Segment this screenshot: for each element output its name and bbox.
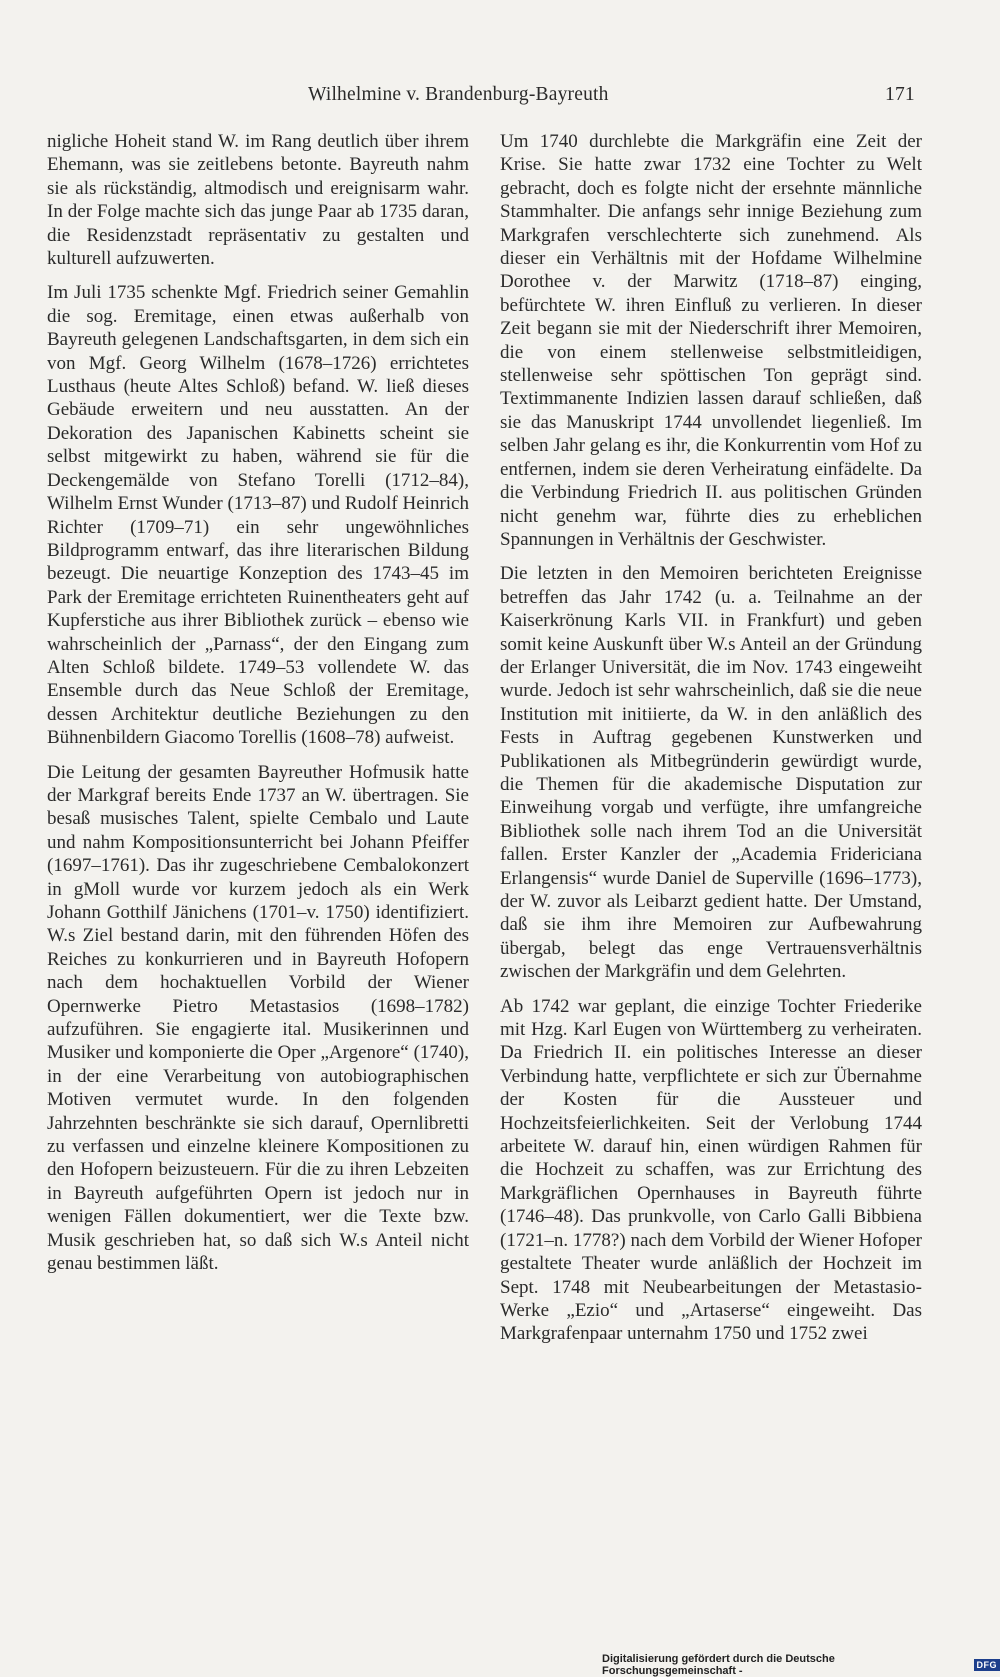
paragraph: Im Juli 1735 schenkte Mgf. Friedrich seiner Gemahlin die sog. Eremitage, einen etwas außerhalb von Bayreuth gelegenen Landschaftsgarten, in dem sich ein von Mgf. Georg Wilhelm (1678–1726) errichtetes Lusthaus (heute Altes Schloß) befand. W. ließ dieses Gebäude erweitern und neu ausstatten. An der Dekoration des Japanischen Kabinetts scheint sie selbst mitgewirkt zu haben, während sie für die Deckengemälde von Stefano Torelli (1712–84), Wilhelm Ernst Wunder (1713–87) und Rudolf Heinrich Richter (1709–71) ein sehr ungewöhnliches Bildprogramm entwarf, das ihre literarischen Bildung bezeugt. Die neuartige Konzeption des 1743–45 im Park der Eremitage errichteten Ruinentheaters geht auf Kupferstiche aus ihrer Bibliothek zurück – ebenso wie wahrscheinlich der „Parnass“, der den Eingang zum Alten Schloß bildete. 1749–53 vollendete W. das Ensemble durch das Neue Schloß der Eremitage, dessen Architektur deutliche Beziehungen zu den Bühnenbildern Giacomo Torellis (1608–78) aufweist. <box>47 281 469 749</box>
paragraph: Die letzten in den Memoiren berichteten Ereignisse betreffen das Jahr 1742 (u. a. Teilnahme an der Kaiserkrönung Karls VII. in Frankfurt) und geben somit keine Auskunft über W.s Anteil an der Gründung der Erlanger Universität, die im Nov. 1743 eingeweiht wurde. Jedoch ist sehr wahrscheinlich, daß sie die neue Institution mit initiierte, da W. in den anläßlich des Fests in Auftrag gegebenen Kunstwerken und Publikationen als Mitbegründerin gewürdigt wurde, die Themen für die akademische Disputation zur Einweihung vorgab und verfügte, ihre umfangreiche Bibliothek solle nach ihrem Tod an die Universität fallen. Erster Kanzler der „Academia Fridericiana Erlangensis“ wurde Daniel de Superville (1696–1773), der W. zuvor als Leibarzt gedient hatte. Der Umstand, daß sie ihm ihre Memoiren zur Aufbewahrung übergab, belegt das enge Vertrauensverhältnis zwischen der Markgräfin und dem Gelehrten. <box>500 562 922 983</box>
digitization-credit <box>602 1653 1000 1677</box>
paragraph: nigliche Hoheit stand W. im Rang deutlich über ihrem Ehemann, was sie zeitlebens betonte. Bayreuth nahm sie als rückständig, altmodisch und ereignisarm wahr. In der Folge machte sich das junge Paar ab 1735 daran, die Residenzstadt repräsentativ zu gestalten und kulturell aufzuwerten. <box>47 130 469 270</box>
dfg-logo: DFG <box>974 1659 1000 1671</box>
paragraph: Um 1740 durchlebte die Markgräfin eine Zeit der Krise. Sie hatte zwar 1732 eine Tochter zu Welt gebracht, doch es folgte nicht der ersehnte männliche Stammhalter. Die anfangs sehr innige Beziehung zum Markgrafen verschlechterte sich zunehmend. Als dieser ein Verhältnis mit der Hofdame Wilhelmine Dorothee v. der Marwitz (1718–87) einging, befürchtete W. ihren Einfluß zu verlieren. In dieser Zeit begann sie mit der Niederschrift ihrer Memoiren, die von einem stellenweise selbstmitleidigen, stellenweise sehr spöttischen Ton geprägt sind. Textimmanente Indizien lassen darauf schließen, daß sie das Manuskript 1744 unvollendet liegenließ. Im selben Jahr gelang es ihr, die Konkurrentin vom Hof zu entfernen, indem sie deren Verheiratung einfädelte. Da die Verbindung Friedrich II. aus politischen Gründen nicht genehm war, führte dies zu erheblichen Spannungen in Verhältnis der Geschwister. <box>500 130 922 551</box>
paragraph: Ab 1742 war geplant, die einzige Tochter Friederike mit Hzg. Karl Eugen von Württemberg zu verheiraten. Da Friedrich II. ein politisches Interesse an dieser Verbindung hatte, verpflichtete er sich zur Übernahme der Kosten für die Aussteuer und Hochzeitsfeierlichkeiten. Seit der Verlobung 1744 arbeitete W. darauf hin, einen würdigen Rahmen für die Hochzeit zu schaffen, was zur Errichtung des Markgräflichen Opernhauses in Bayreuth führte (1746–48). Das prunkvolle, von Carlo Galli Bibbiena (1721–n. 1778?) nach dem Vorbild der Wiener Hofoper gestaltete Theater wurde anläßlich der Hochzeit im Sept. 1748 mit Neubearbeitungen der Metastasio-Werke „Ezio“ und „Artaserse“ eingeweiht. Das Markgrafenpaar unternahm 1750 und 1752 zwei <box>500 995 922 1346</box>
left-column <box>47 130 469 1287</box>
paragraph: Die Leitung der gesamten Bayreuther Hofmusik hatte der Markgraf bereits Ende 1737 an W. übertragen. Sie besaß musisches Talent, spielte Cembalo und Laute und nahm Kompositionsunterricht bei Johann Pfeiffer (1697–1761). Das ihr zugeschriebene Cembalokonzert in gMoll wurde vor kurzem jedoch als ein Werk Johann Gotthilf Jänichens (1701–v. 1750) identifiziert. W.s Ziel bestand darin, mit den führenden Höfen des Reiches zu konkurrieren und in Bayreuth Hofopern nach dem hochaktuellen Vorbild der Wiener Opernwerke Pietro Metastasios (1698–1782) aufzuführen. Sie engagierte ital. Musikerinnen und Musiker und komponierte die Oper „Argenore“ (1740), in der eine Verarbeitung von autobiographischen Motiven vermutet wurde. In den folgenden Jahrzehnten beschränkte sie sich darauf, Opernlibretti zu verfassen und einzelne kleinere Kompositionen zu den Hofopern beizusteuern. Für die zu ihren Lebzeiten in Bayreuth aufgeführten Opern ist jedoch nur in wenigen Fällen dokumentiert, wer die Texte bzw. Musik geschrieben hat, so daß sich W.s Anteil nicht genau bestimmen läßt. <box>47 761 469 1276</box>
running-title: Wilhelmine v. Brandenburg-Bayreuth <box>308 84 609 106</box>
running-header <box>0 84 1000 114</box>
page-number: 171 <box>885 84 915 106</box>
credit-text: Digitalisierung gefördert durch die Deutsche Forschungsgemeinschaft - <box>602 1653 970 1677</box>
right-column <box>500 130 922 1357</box>
